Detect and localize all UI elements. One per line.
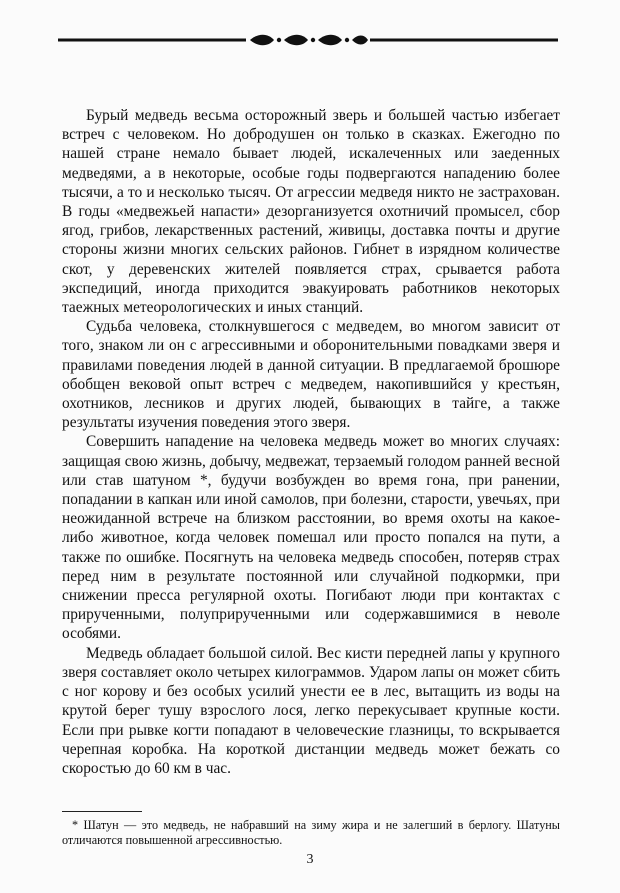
decorative-header-rule-icon [58,30,558,50]
footnote-divider [62,811,142,812]
main-text [62,106,560,778]
paragraph-4: Медведь обладает большой силой. Вес кисти передней лапы у крупного зверя составляет около четырех килограммов. Ударом лапы он может сбить с ног корову и без особых усилий унести ее в лес, вытащить из воды на крутой берег тушу взрослого лося, легко перекусывает крупные кости. Если при рывке когти попадают в человеческие глазницы, то вскрывается черепная коробка. На короткой дистанции медведь может бежать со скоростью до 60 км в час. [62,644,560,777]
page-number: 3 [306,852,314,867]
paragraph-1: Бурый медведь весьма осторожный зверь и большей частью избегает встреч с человеком. Но добродушен он только в сказках. Ежегодно по нашей стране немало бывает людей, искалеченных или заеденных медведями, а в некоторые, особые годы подвергаются нападению более тысячи, а то и несколько тысяч. От агрессии медведя никто не застрахован. В годы «медвежьей напасти» дезорганизуется охотничий промысел, сбор ягод, грибов, лекарственных растений, живицы, доставка почты и другие стороны жизни многих сельских районов. Гибнет в изрядном количестве скот, у деревенских жителей появляется страх, срывается работа экспедиций, иногда приходится эвакуировать работников некоторых таежных метеорологических и иных станций. [62,107,560,317]
footnote-text: * Шатун — это медведь, не набравший на зиму жира и не залегший в берлогу. Шатуны отличаются повышенной агрессивностью. [62,818,560,847]
footnote [62,818,560,848]
paragraph-2: Судьба человека, столкнувшегося с медведем, во многом зависит от того, знаком ли он с агрессивными и оборонительными повадками зверя и правилами поведения людей в данной ситуации. В предлагаемой брошюре обобщен вековой опыт встреч с медведем, накопившийся у крестьян, охотников, лесников и других людей, бывающих в тайге, а также результаты изучения поведения этого зверя. [62,318,560,432]
paragraph-3: Совершить нападение на человека медведь может во многих случаях: защищая свою жизнь, добычу, медвежат, терзаемый голодом ранней весной или став шатуном *, будучи возбужден во время гона, при ранении, попадании в капкан или иной самолов, при болезни, старости, увечьях, при неожиданной встрече на близком расстоянии, во время охоты на какое-либо животное, когда человек помешал или просто попался на пути, а также по ошибке. Посягнуть на человека медведь способен, потеряв страх перед ним в результате постоянной или случайной подкормки, при снижении пресса регулярной охоты. Погибают люди при контактах с прирученными, полуприрученными или содержавшимися в неволе особями. [62,433,560,643]
